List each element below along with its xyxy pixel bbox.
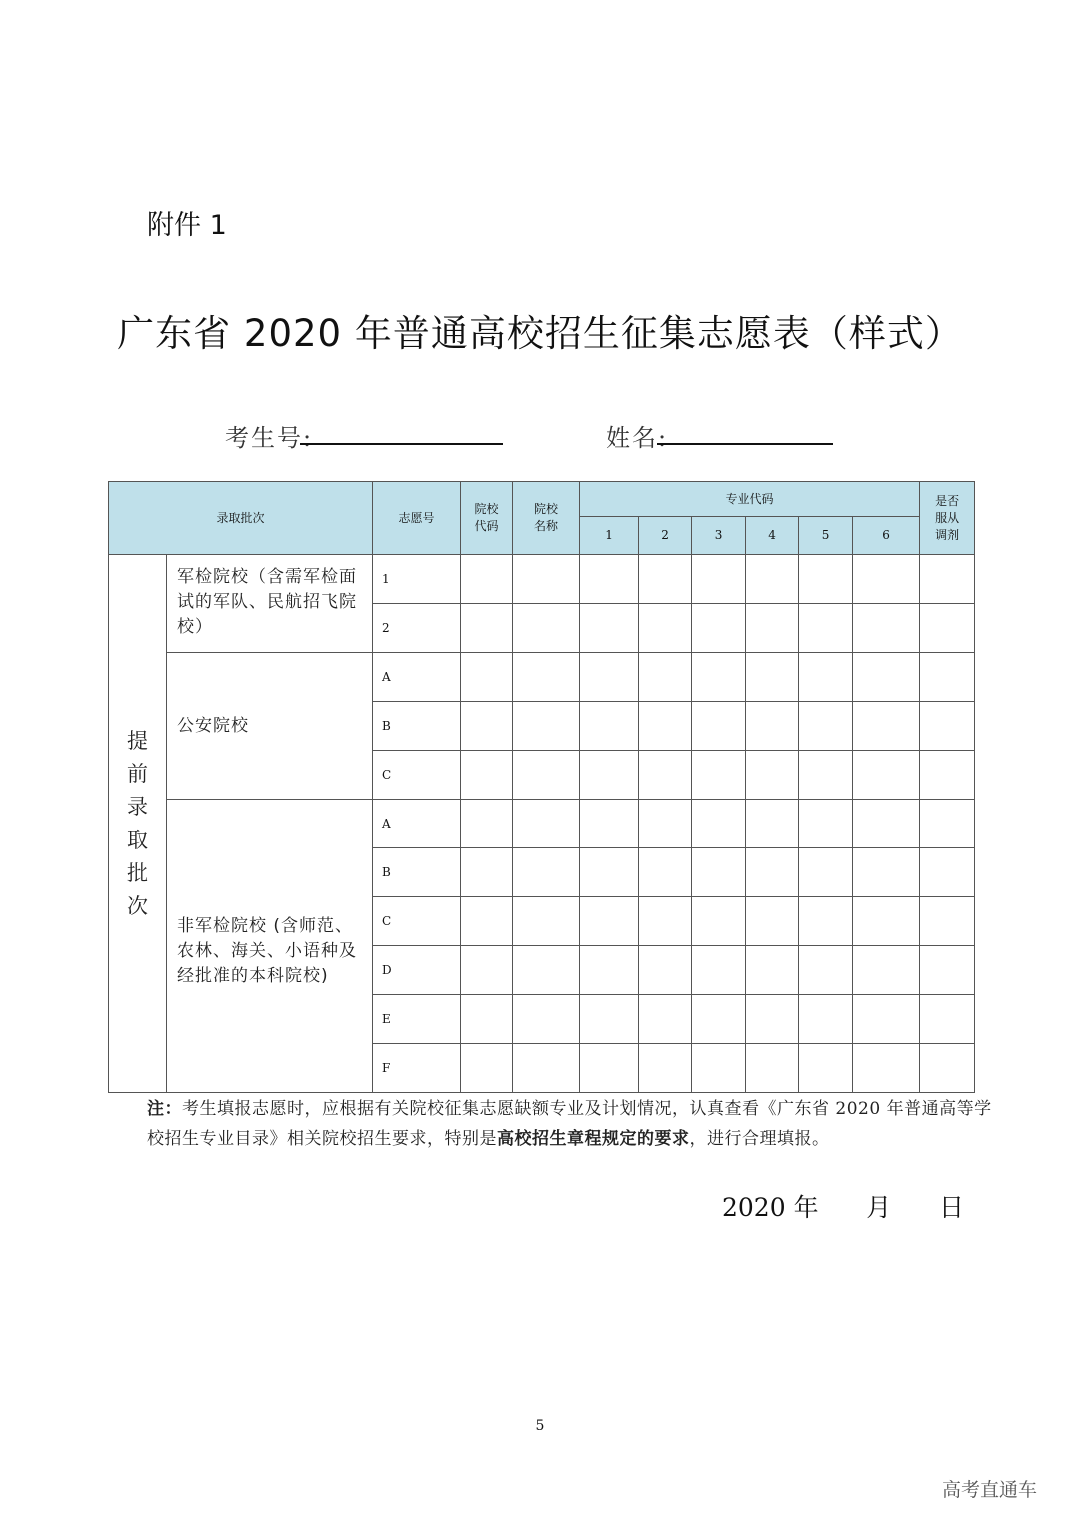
wish-number-cell: 2 (373, 604, 461, 653)
date-year: 2020 年 (722, 1193, 819, 1222)
major-code-cell[interactable] (746, 848, 799, 897)
school-name-cell[interactable] (513, 995, 580, 1044)
school-name-cell[interactable] (513, 897, 580, 946)
major-code-cell[interactable] (799, 604, 853, 653)
major-code-cell[interactable] (799, 848, 853, 897)
major-code-cell[interactable] (639, 702, 692, 751)
wish-number-cell: B (373, 702, 461, 751)
major-code-cell[interactable] (580, 751, 639, 800)
major-code-cell[interactable] (799, 897, 853, 946)
major-code-cell[interactable] (746, 653, 799, 702)
major-code-cell[interactable] (853, 946, 920, 995)
school-code-cell[interactable] (461, 848, 513, 897)
major-code-cell[interactable] (746, 604, 799, 653)
school-name-cell[interactable] (513, 702, 580, 751)
major-code-cell[interactable] (746, 751, 799, 800)
school-code-cell[interactable] (461, 995, 513, 1044)
school-code-cell[interactable] (461, 1044, 513, 1093)
exam-number-field[interactable] (300, 443, 503, 445)
major-code-cell[interactable] (692, 604, 746, 653)
school-code-cell[interactable] (461, 702, 513, 751)
attachment-label: 附件 1 (147, 210, 227, 241)
header-row (109, 482, 975, 517)
major-code-cell[interactable] (639, 751, 692, 800)
major-col-header: 2 (639, 517, 692, 555)
page-number: 5 (535, 1418, 545, 1434)
batch-name-cell: 提 前 录 取 批 次 (109, 555, 167, 1093)
major-code-cell[interactable] (692, 800, 746, 848)
major-code-cell[interactable] (799, 653, 853, 702)
major-code-cell[interactable] (580, 702, 639, 751)
wish-number-cell: D (373, 946, 461, 995)
watermark: 高考直通车 (942, 1479, 1038, 1501)
wish-number-cell: C (373, 751, 461, 800)
category-cell: 军检院校（含需军检面试的军队、民航招飞院校） (167, 555, 373, 653)
school-code-cell[interactable] (461, 946, 513, 995)
major-code-cell[interactable] (799, 800, 853, 848)
adjust-cell[interactable] (920, 848, 975, 897)
major-code-cell[interactable] (853, 1044, 920, 1093)
major-code-cell[interactable] (746, 946, 799, 995)
table-row (109, 653, 975, 702)
adjust-cell[interactable] (920, 800, 975, 848)
adjust-cell[interactable] (920, 1044, 975, 1093)
date-month: 月 (866, 1193, 892, 1222)
wish-number-cell: 1 (373, 555, 461, 604)
major-code-cell[interactable] (639, 995, 692, 1044)
wish-number-cell: A (373, 653, 461, 702)
major-code-cell[interactable] (580, 946, 639, 995)
wish-number-cell: B (373, 848, 461, 897)
school-code-cell[interactable] (461, 800, 513, 848)
footnote (147, 1094, 997, 1154)
major-code-cell[interactable] (799, 702, 853, 751)
school-code-cell[interactable] (461, 897, 513, 946)
major-col-header: 3 (692, 517, 746, 555)
header-batch: 录取批次 (109, 482, 373, 555)
header-major-code: 专业代码 (580, 482, 920, 517)
major-code-cell[interactable] (692, 1044, 746, 1093)
adjust-cell[interactable] (920, 604, 975, 653)
major-code-cell[interactable] (580, 848, 639, 897)
header-wish-no: 志愿号 (373, 482, 461, 555)
major-code-cell[interactable] (746, 800, 799, 848)
major-code-cell[interactable] (853, 897, 920, 946)
major-code-cell[interactable] (799, 995, 853, 1044)
note-text: 考生填报志愿时，应根据有关院校征集志愿缺额专业及计划情况，认真查看《广东省 2020 年普通高等学校招生专业目录》相关院校招生要求，特别是 (147, 1099, 992, 1149)
school-name-cell[interactable] (513, 946, 580, 995)
major-code-cell[interactable] (639, 800, 692, 848)
major-code-cell[interactable] (746, 995, 799, 1044)
school-code-cell[interactable] (461, 604, 513, 653)
major-code-cell[interactable] (692, 702, 746, 751)
major-code-cell[interactable] (799, 555, 853, 604)
adjust-cell[interactable] (920, 751, 975, 800)
wish-number-cell: A (373, 800, 461, 848)
table-row (109, 800, 975, 848)
major-code-cell[interactable] (853, 702, 920, 751)
major-code-cell[interactable] (853, 800, 920, 848)
major-code-cell[interactable] (853, 751, 920, 800)
wish-number-cell: C (373, 897, 461, 946)
school-name-cell[interactable] (513, 604, 580, 653)
major-code-cell[interactable] (580, 800, 639, 848)
note-emphasis: 高校招生章程规定的要求 (497, 1129, 690, 1149)
header-school-name: 院校名称 (513, 482, 580, 555)
major-code-cell[interactable] (692, 555, 746, 604)
major-code-cell[interactable] (746, 1044, 799, 1093)
major-code-cell[interactable] (853, 653, 920, 702)
header-school-code: 院校代码 (461, 482, 513, 555)
major-col-header: 5 (799, 517, 853, 555)
major-code-cell[interactable] (639, 1044, 692, 1093)
date-day: 日 (938, 1193, 964, 1222)
adjust-cell[interactable] (920, 897, 975, 946)
page-title: 广东省 2020 年普通高校招生征集志愿表（样式） (117, 312, 963, 355)
major-code-cell[interactable] (692, 848, 746, 897)
exam-number-label: 考生号: (225, 424, 314, 452)
major-code-cell[interactable] (746, 897, 799, 946)
major-code-cell[interactable] (580, 995, 639, 1044)
wish-form-table (108, 481, 975, 1093)
note-text-end: ，进行合理填报。 (689, 1129, 830, 1149)
category-cell: 公安院校 (167, 653, 373, 800)
major-code-cell[interactable] (853, 848, 920, 897)
school-name-cell[interactable] (513, 848, 580, 897)
major-code-cell[interactable] (639, 897, 692, 946)
major-code-cell[interactable] (580, 897, 639, 946)
major-code-cell[interactable] (692, 751, 746, 800)
adjust-cell[interactable] (920, 995, 975, 1044)
adjust-cell[interactable] (920, 653, 975, 702)
major-col-header: 4 (746, 517, 799, 555)
name-label: 姓名: (606, 424, 669, 452)
date-line (722, 1188, 964, 1224)
major-code-cell[interactable] (746, 555, 799, 604)
category-cell: 非军检院校 (含师范、农林、海关、小语种及经批准的本科院校) (167, 800, 373, 1093)
major-code-cell[interactable] (639, 946, 692, 995)
school-name-cell[interactable] (513, 555, 580, 604)
school-name-cell[interactable] (513, 653, 580, 702)
major-code-cell[interactable] (639, 653, 692, 702)
major-code-cell[interactable] (639, 848, 692, 897)
major-code-cell[interactable] (853, 555, 920, 604)
table-row (109, 555, 975, 604)
major-code-cell[interactable] (580, 653, 639, 702)
major-code-cell[interactable] (692, 946, 746, 995)
major-code-cell[interactable] (853, 604, 920, 653)
major-code-cell[interactable] (692, 897, 746, 946)
major-col-header: 6 (853, 517, 920, 555)
major-code-cell[interactable] (580, 555, 639, 604)
major-code-cell[interactable] (580, 604, 639, 653)
wish-number-cell: E (373, 995, 461, 1044)
header-adjust: 是否服从调剂 (920, 482, 975, 555)
major-code-cell[interactable] (853, 995, 920, 1044)
major-code-cell[interactable] (639, 555, 692, 604)
school-code-cell[interactable] (461, 751, 513, 800)
school-name-cell[interactable] (513, 751, 580, 800)
major-code-cell[interactable] (639, 604, 692, 653)
major-code-cell[interactable] (799, 1044, 853, 1093)
wish-number-cell: F (373, 1044, 461, 1093)
adjust-cell[interactable] (920, 555, 975, 604)
school-name-cell[interactable] (513, 1044, 580, 1093)
major-code-cell[interactable] (746, 702, 799, 751)
major-code-cell[interactable] (692, 995, 746, 1044)
name-field[interactable] (657, 443, 833, 445)
school-code-cell[interactable] (461, 555, 513, 604)
major-code-cell[interactable] (799, 751, 853, 800)
major-col-header: 1 (580, 517, 639, 555)
major-code-cell[interactable] (799, 946, 853, 995)
major-code-cell[interactable] (692, 653, 746, 702)
school-name-cell[interactable] (513, 800, 580, 848)
note-prefix: 注： (147, 1099, 182, 1119)
adjust-cell[interactable] (920, 946, 975, 995)
school-code-cell[interactable] (461, 653, 513, 702)
adjust-cell[interactable] (920, 702, 975, 751)
major-code-cell[interactable] (580, 1044, 639, 1093)
